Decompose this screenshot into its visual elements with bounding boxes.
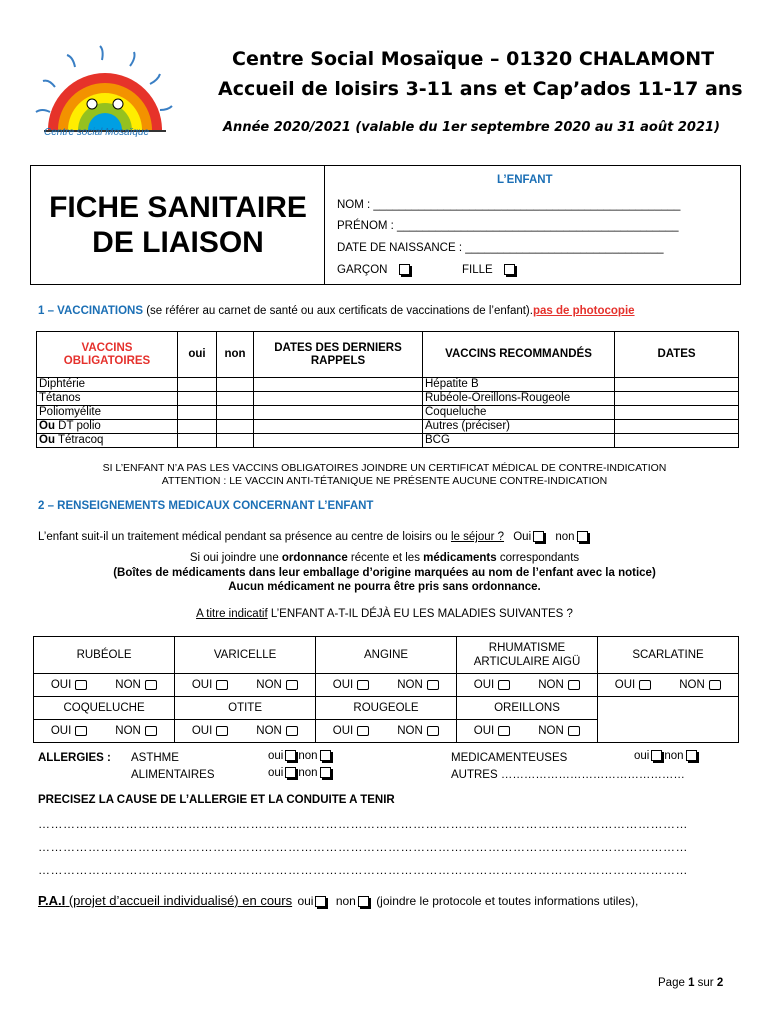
illness-choice-cell [316, 674, 457, 697]
vaccine-obligatoire: Tétanos [39, 392, 81, 404]
non-box-icon[interactable] [286, 680, 298, 690]
vaccine-row [37, 420, 739, 434]
fille-checkbox-icon[interactable] [504, 264, 515, 275]
oui-text: OUI [332, 679, 354, 691]
non-text: NON [538, 725, 564, 737]
vaccine-obligatoire-cell [37, 420, 178, 434]
vaccine-obligatoire: Diphtérie [39, 378, 86, 390]
medic-non-checkbox-icon[interactable] [686, 750, 697, 761]
vaccine-prefix: Ou [39, 420, 55, 432]
vaccines-table [36, 331, 739, 448]
ord-c: récente et les [347, 552, 424, 564]
illness-name: OTITE [175, 697, 316, 720]
page-t: 2 [716, 977, 724, 989]
page-a: Page [658, 977, 689, 989]
treatment-oui-label: Oui [513, 531, 532, 543]
non-box-icon[interactable] [427, 680, 439, 690]
non-text: NON [256, 679, 282, 691]
alimentaires-label: ALIMENTAIRES [131, 769, 215, 781]
alimentaires-options [268, 767, 333, 779]
vaccine-oui-cell[interactable] [178, 420, 217, 434]
section1-heading [38, 305, 635, 317]
vaccine-obligatoire-cell [37, 434, 178, 448]
oui-box-icon[interactable] [216, 680, 228, 690]
col-oui: oui [178, 332, 217, 378]
col-recommandes: VACCINS RECOMMANDÉS [423, 332, 615, 378]
vaccine-oui-cell[interactable] [178, 406, 217, 420]
illness-choice-cell [175, 720, 316, 743]
vaccine-non-cell[interactable] [217, 406, 254, 420]
pai-non: non [335, 894, 356, 908]
fille-label: FILLE [462, 264, 493, 276]
logo-text: Centre social Mosaïque [44, 127, 150, 138]
enfant-label: L’ENFANT [497, 174, 553, 186]
non-box-icon[interactable] [568, 726, 580, 736]
page-n: 1 [688, 977, 695, 989]
non-text: NON [397, 679, 423, 691]
illness-non[interactable] [101, 679, 171, 691]
vaccine-date-rappel-cell[interactable] [254, 392, 423, 406]
prenom-field[interactable]: PRÉNOM : ____________________________________________ [337, 220, 679, 232]
non-box-icon[interactable] [286, 726, 298, 736]
page-number [658, 977, 723, 989]
illness-name: ANGINE [316, 637, 457, 674]
oui-box-icon[interactable] [498, 680, 510, 690]
header-line1: Centre Social Mosaïque – 01320 CHALAMONT [232, 48, 715, 70]
illness-non[interactable] [242, 679, 312, 691]
vaccine-warning-1: SI L’ENFANT N’A PAS LES VACCINS OBLIGATOIRES JOINDRE UN CERTIFICAT MÉDICAL DE CONTRE-INDICATION [102, 462, 667, 474]
logo [30, 42, 180, 142]
boites-line: (Boîtes de médicaments dans leur emballage d’origine marquées au nom de l’enfant avec la notice) [113, 567, 656, 579]
vaccine-warning-2: ATTENTION : LE VACCIN ANTI-TÉTANIQUE NE PRÉSENTE AUCUNE CONTRE-INDICATION [161, 475, 608, 487]
vaccine-date-rappel-cell[interactable] [254, 434, 423, 448]
medicamenteuses-options [634, 750, 699, 762]
pai-line [38, 893, 638, 908]
non-text: NON [679, 679, 705, 691]
vaccine-oui-cell[interactable] [178, 392, 217, 406]
illness-oui[interactable] [601, 679, 665, 691]
vaccine-date-cell[interactable] [615, 420, 739, 434]
illness-choice-cell [34, 674, 175, 697]
col-dates: DATES [615, 332, 739, 378]
vaccine-date-rappel-cell[interactable] [254, 420, 423, 434]
vaccine-non-cell[interactable] [217, 392, 254, 406]
non-text: NON [256, 725, 282, 737]
oui-text: OUI [473, 725, 495, 737]
garcon-checkbox-icon[interactable] [399, 264, 410, 275]
asthme-label: ASTHME [131, 752, 179, 764]
ord-b: ordonnance [281, 552, 348, 564]
illness-oui[interactable] [37, 725, 101, 737]
illness-non[interactable] [524, 725, 594, 737]
medic-oui-checkbox-icon[interactable] [651, 750, 662, 761]
illness-name: SCARLATINE [598, 637, 739, 674]
vaccine-obligatoire-cell [37, 392, 178, 406]
treatment-question-sejour: le séjour ? [450, 531, 505, 543]
oui-box-icon[interactable] [639, 680, 651, 690]
alimentaires-oui: oui [268, 767, 284, 779]
non-text: NON [538, 679, 564, 691]
date-naissance-field[interactable]: DATE DE NAISSANCE : _______________________________ [337, 242, 664, 254]
alimentaires-non: non [298, 767, 318, 779]
asthme-non: non [298, 750, 318, 762]
illness-non[interactable] [383, 725, 453, 737]
indicatif-text: L’ENFANT A-T-IL DÉJÀ EU LES MALADIES SUIVANTES ? [267, 608, 573, 620]
vaccine-recommande: Rubéole-Oreillons-Rougeole [423, 392, 615, 406]
oui-box-icon[interactable] [498, 726, 510, 736]
asthme-options [268, 750, 333, 762]
col-dates-rappels: DATES DES DERNIERS RAPPELS [254, 332, 423, 378]
garcon-option[interactable] [337, 264, 412, 276]
oui-text: OUI [473, 679, 495, 691]
vaccine-prefix: Ou [39, 434, 55, 446]
pai-oui: oui [297, 894, 314, 908]
non-text: NON [115, 725, 141, 737]
vaccine-date-cell[interactable] [615, 406, 739, 420]
pai-label-bold: P.A.I [38, 893, 66, 908]
pai-oui-checkbox-icon[interactable] [315, 896, 326, 907]
illness-name-row [34, 697, 739, 720]
illness-oui[interactable] [460, 725, 524, 737]
oui-box-icon[interactable] [357, 680, 369, 690]
medic-oui: oui [634, 750, 650, 762]
ord-a: Si oui joindre une [189, 552, 282, 564]
precisez-line-1[interactable]: ………………………………………………………………………………………………………………………………………… [38, 817, 688, 831]
vaccine-non-cell[interactable] [217, 434, 254, 448]
garcon-label: GARÇON [337, 264, 388, 276]
section1-note: (se référer au carnet de santé ou aux certificats de vaccinations de l’enfant). [143, 305, 533, 317]
oui-box-icon[interactable] [75, 680, 87, 690]
illness-name: OREILLONS [456, 697, 597, 720]
vaccine-non-cell[interactable] [217, 378, 254, 392]
aucun-line: Aucun médicament ne pourra être pris sans ordonnance. [228, 581, 541, 593]
illness-oui[interactable] [319, 679, 383, 691]
fille-option[interactable] [462, 264, 517, 276]
illness-choice-cell [316, 720, 457, 743]
non-box-icon[interactable] [145, 726, 157, 736]
vaccine-row [37, 434, 739, 448]
oui-text: OUI [191, 679, 213, 691]
vaccine-oui-cell[interactable] [178, 434, 217, 448]
oui-box-icon[interactable] [75, 726, 87, 736]
no-photocopy: pas de photocopie [532, 305, 635, 317]
illness-choice-cell [34, 720, 175, 743]
illness-non[interactable] [524, 679, 594, 691]
vaccine-oui-cell[interactable] [178, 378, 217, 392]
autres-field[interactable]: AUTRES ………………………………………… [451, 769, 685, 781]
illness-name: ROUGEOLE [316, 697, 457, 720]
illness-non[interactable] [383, 679, 453, 691]
non-box-icon[interactable] [709, 680, 721, 690]
illness-oui[interactable] [460, 679, 524, 691]
illness-name: COQUELUCHE [34, 697, 175, 720]
pai-joindre: (joindre le protocole et toutes informations utiles), [376, 894, 639, 908]
illness-empty-cell [598, 697, 739, 743]
non-box-icon[interactable] [145, 680, 157, 690]
vaccine-date-rappel-cell[interactable] [254, 378, 423, 392]
non-text: NON [115, 679, 141, 691]
oui-text: OUI [614, 679, 636, 691]
vaccine-recommande: Coqueluche [423, 406, 615, 420]
col-non: non [217, 332, 254, 378]
indicatif-line [30, 608, 739, 620]
vaccine-non-cell[interactable] [217, 420, 254, 434]
illness-name: RUBÉOLE [34, 637, 175, 674]
treatment-question-text: L’enfant suit-il un traitement médical pendant sa présence au centre de loisirs ou [38, 531, 451, 543]
page-b: sur [694, 977, 717, 989]
nom-field[interactable]: NOM : ________________________________________________ [337, 199, 681, 211]
illness-non[interactable] [242, 725, 312, 737]
illness-oui[interactable] [319, 725, 383, 737]
illness-choice-cell [598, 674, 739, 697]
asthme-oui-checkbox-icon[interactable] [285, 750, 296, 761]
illness-oui[interactable] [37, 679, 101, 691]
illness-oui[interactable] [178, 679, 242, 691]
ord-e: correspondants [496, 552, 580, 564]
vaccine-obligatoire: Tétracoq [54, 434, 104, 446]
non-box-icon[interactable] [427, 726, 439, 736]
medicamenteuses-label: MEDICAMENTEUSES [451, 752, 568, 764]
vaccine-row [37, 392, 739, 406]
illness-name: VARICELLE [175, 637, 316, 674]
treatment-question [38, 531, 590, 543]
vaccine-obligatoire-cell [37, 378, 178, 392]
illness-name-row [34, 637, 739, 674]
allergies-label: ALLERGIES : [38, 752, 111, 764]
oui-box-icon[interactable] [216, 726, 228, 736]
illness-table [33, 636, 739, 743]
vaccine-date-rappel-cell[interactable] [254, 406, 423, 420]
fiche-title-1: FICHE SANITAIRE [49, 191, 307, 224]
medic-non: non [664, 750, 684, 762]
alimentaires-oui-checkbox-icon[interactable] [285, 767, 296, 778]
vaccine-row [37, 378, 739, 392]
asthme-non-checkbox-icon[interactable] [320, 750, 331, 761]
vaccine-recommande: BCG [423, 434, 615, 448]
treatment-non-checkbox-icon[interactable] [577, 531, 588, 542]
oui-box-icon[interactable] [357, 726, 369, 736]
illness-choice-row [34, 674, 739, 697]
pai-non-checkbox-icon[interactable] [358, 896, 369, 907]
non-text: NON [397, 725, 423, 737]
section2-title: 2 – RENSEIGNEMENTS MEDICAUX CONCERNANT L’ENFANT [38, 500, 374, 512]
vaccine-date-cell[interactable] [615, 378, 739, 392]
illness-choice-cell [456, 720, 597, 743]
oui-text: OUI [50, 725, 72, 737]
vaccine-row [37, 406, 739, 420]
non-box-icon[interactable] [568, 680, 580, 690]
precisez-label: PRECISEZ LA CAUSE DE L’ALLERGIE ET LA CONDUITE A TENIR [38, 794, 395, 806]
col-obligatoires: VACCINS OBLIGATOIRES [37, 332, 178, 378]
illness-choice-cell [175, 674, 316, 697]
oui-text: OUI [332, 725, 354, 737]
precisez-line-3[interactable]: ………………………………………………………………………………………………………………………………………… [38, 863, 688, 877]
vaccine-date-cell[interactable] [615, 392, 739, 406]
illness-name: RHUMATISME ARTICULAIRE AIGÜ [456, 637, 597, 674]
alimentaires-non-checkbox-icon[interactable] [320, 767, 331, 778]
illness-oui[interactable] [178, 725, 242, 737]
asthme-oui: oui [268, 750, 284, 762]
ordonnance-line [30, 552, 739, 564]
oui-text: OUI [50, 679, 72, 691]
fiche-title-2: DE LIAISON [92, 226, 264, 259]
pai-label: (projet d’accueil individualisé) en cours [65, 893, 293, 908]
treatment-oui-checkbox-icon[interactable] [533, 531, 544, 542]
illness-non[interactable] [101, 725, 171, 737]
treatment-non-label: non [555, 531, 575, 543]
ord-d: médicaments [423, 552, 497, 564]
indicatif-underlined: A titre indicatif [196, 608, 268, 620]
vaccine-obligatoire: DT polio [54, 420, 101, 432]
vaccine-obligatoire-cell [37, 406, 178, 420]
header-line2: Accueil de loisirs 3-11 ans et Cap’ados 11-17 ans [218, 78, 743, 100]
header-year: Année 2020/2021 (valable du 1er septembre 2020 au 31 août 2021) [223, 120, 720, 135]
vaccine-recommande: Autres (préciser) [423, 420, 615, 434]
illness-choice-cell [456, 674, 597, 697]
section1-title: 1 – VACCINATIONS [38, 305, 144, 317]
oui-text: OUI [191, 725, 213, 737]
vaccine-date-cell[interactable] [615, 434, 739, 448]
precisez-line-2[interactable]: ………………………………………………………………………………………………………………………………………… [38, 840, 688, 854]
illness-non[interactable] [665, 679, 735, 691]
vaccine-recommande: Hépatite B [423, 378, 615, 392]
vaccine-obligatoire: Poliomyélite [39, 406, 101, 418]
